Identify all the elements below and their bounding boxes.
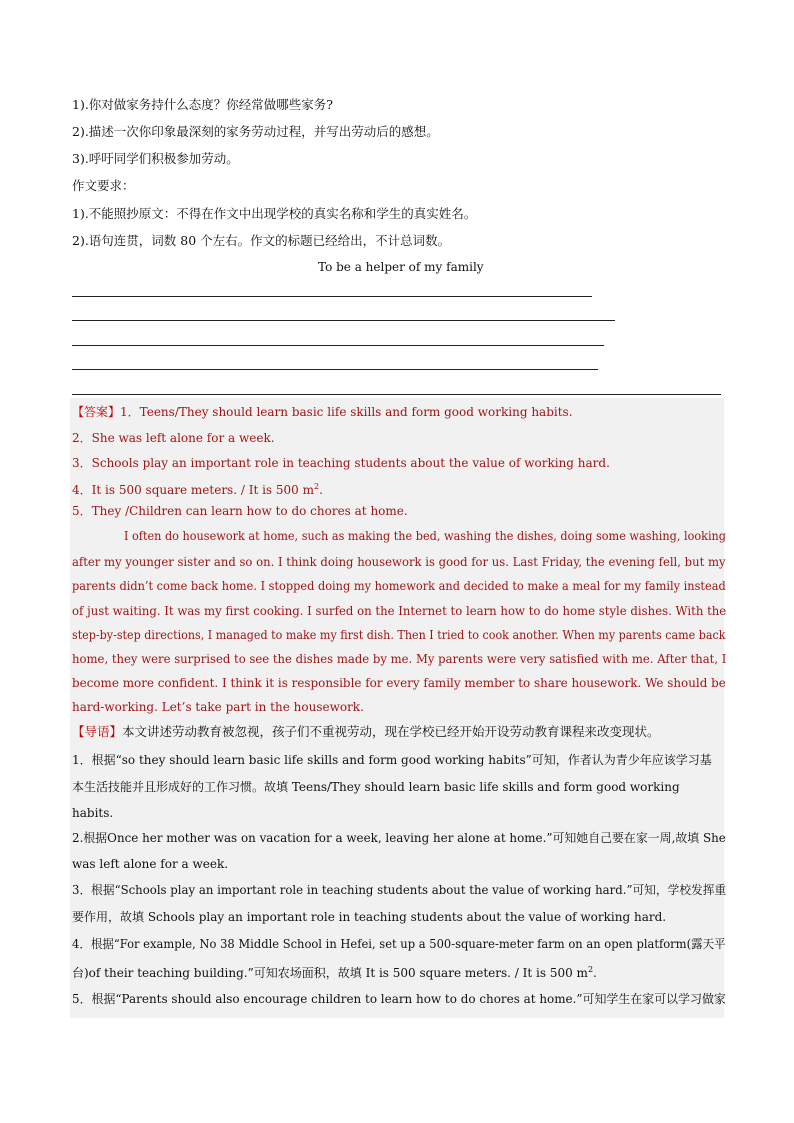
- essay-line: parents didn’t come back home. I stopped doing my homework and decided to make a meal for my family instead: [72, 579, 726, 593]
- answer-4: [72, 479, 323, 498]
- explain-line: 要作用，故填 Schools play an important role in teaching students about the value of working hard.: [72, 910, 667, 924]
- prompt-2: 2).描述一次你印象最深刻的家务劳动过程，并写出劳动后的感想。: [72, 124, 439, 139]
- essay-line: hard-working. Let’s take part in the housework.: [72, 700, 364, 714]
- writing-line: [72, 369, 598, 370]
- answer-4-end: .: [319, 483, 323, 497]
- explain-line: 5．根据“Parents should also encourage children to learn how to do chores at home.”可知学生在家可以学习做家: [72, 992, 726, 1006]
- requirement-2: 2).语句连贯，词数 80 个左右。作文的标题已经给出，不计总词数。: [72, 233, 451, 248]
- explain-4-end: .: [593, 966, 597, 980]
- explain-4-text: 台)of their teaching building.”可知农场面积，故填 It is 500 square meters. / It is 500 m: [72, 966, 588, 980]
- essay-line: I often do housework at home, such as making the bed, washing the dishes, doing some washing, looking: [124, 529, 727, 543]
- explain-line: habits.: [72, 806, 114, 820]
- essay-line: of just waiting. It was my first cooking. I surfed on the Internet to learn how to do home style dishes. With the: [72, 604, 727, 618]
- essay-line: after my younger sister and so on. I think doing housework is good for us. Last Friday, the evening fell, but my: [72, 555, 726, 569]
- explain-line: 1．根据“so they should learn basic life skills and form good working habits”可知，作者认为青少年应该学习基: [72, 753, 712, 767]
- explain-line: 本生活技能并且形成好的工作习惯。故填 Teens/They should learn basic life skills and form good working: [72, 780, 680, 794]
- answer-4-sup: 2: [314, 482, 320, 491]
- answer-tag: 【答案】: [72, 405, 121, 419]
- essay-line: become more confident. I think it is responsible for every family member to share housework. We should be: [72, 676, 726, 690]
- explain-line: 2.根据Once her mother was on vacation for a week, leaving her alone at home.”可知她自己要在家一周,故填 She: [72, 831, 726, 845]
- writing-line: [72, 320, 615, 321]
- explain-4-sup: 2: [587, 965, 594, 974]
- essay-line: home, they were surprised to see the dishes made by me. My parents were very satisfied with me. After that, I: [72, 652, 727, 666]
- answer-1-text: 1．Teens/They should learn basic life skills and form good working habits.: [120, 405, 573, 419]
- explain-line: [72, 962, 597, 981]
- explain-line: 4．根据“For example, No 38 Middle School in Hefei, set up a 500-square-meter farm on an open platform(露天平: [72, 937, 726, 951]
- prompt-3: 3).呼吁同学们积极参加劳动。: [72, 151, 239, 166]
- explain-line: 3．根据“Schools play an important role in teaching students about the value of working hard.”可知，学校发挥重: [72, 883, 727, 897]
- answer-2: 2．She was left alone for a week.: [72, 431, 275, 445]
- writing-line: [72, 394, 721, 395]
- guide-text: 本文讲述劳动教育被忽视，孩子们不重视劳动，现在学校已经开始开设劳动教育课程来改变现状。: [122, 724, 660, 739]
- essay-line: step-by-step directions, I managed to make my first dish. Then I tried to cook another. When my parents came back: [72, 628, 726, 642]
- guide-tag: 【导语】: [72, 724, 123, 739]
- answer-5: 5．They /Children can learn how to do chores at home.: [72, 504, 408, 518]
- answer-1: [72, 404, 573, 420]
- essay-title: To be a helper of my family: [318, 260, 484, 274]
- explain-line: was left alone for a week.: [72, 857, 229, 871]
- answer-4-text: 4．It is 500 square meters. / It is 500 m: [72, 483, 314, 497]
- writing-line: [72, 296, 592, 297]
- prompt-1: 1).你对做家务持什么态度？你经常做哪些家务?: [72, 97, 334, 112]
- answer-3: 3．Schools play an important role in teaching students about the value of working hard.: [72, 456, 610, 470]
- requirements-heading: 作文要求：: [72, 178, 135, 193]
- writing-line: [72, 345, 604, 346]
- requirement-1: 1).不能照抄原文：不得在作文中出现学校的真实名称和学生的真实姓名。: [72, 206, 477, 221]
- guide: [72, 724, 660, 740]
